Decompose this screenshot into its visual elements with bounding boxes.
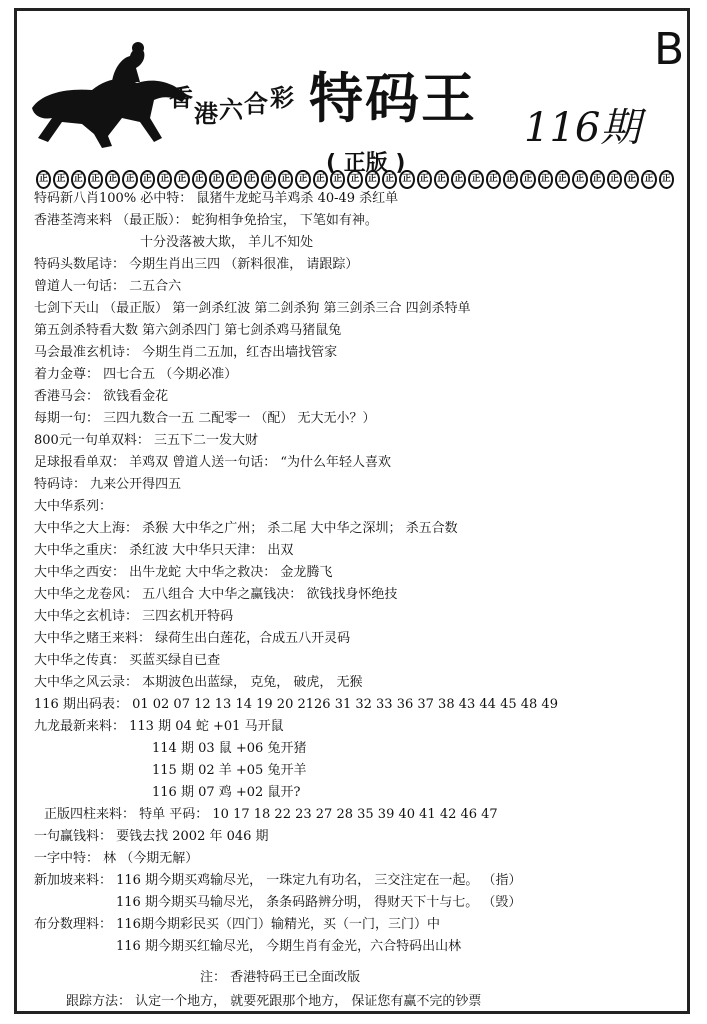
zheng-badge-icon: 正 [503, 170, 518, 189]
zheng-badge-icon: 正 [468, 170, 483, 189]
zheng-badge-icon: 正 [520, 170, 535, 189]
zheng-badge-icon: 正 [538, 170, 553, 189]
zheng-badge-icon: 正 [607, 170, 622, 189]
zheng-badge-icon: 正 [313, 170, 328, 189]
text-line: 每期一句： 三四九数合一五 二配零一 （配） 无大无小？） [34, 411, 376, 426]
zheng-badge-icon: 正 [295, 170, 310, 189]
text-line: 116 期 07 鸡 +02 鼠开? [152, 785, 301, 800]
text-line: 大中华之传真： 买蓝买绿自已查 [34, 653, 221, 668]
text-line: 第五剑杀特看大数 第六剑杀四门 第七剑杀鸡马猪鼠兔 [34, 323, 342, 338]
zheng-badge-icon: 正 [590, 170, 605, 189]
text-line: 特码头数尾诗： 今期生肖出三四 （新料很准， 请跟踪） [34, 257, 359, 272]
zheng-badge-icon: 正 [105, 170, 120, 189]
text-line: 香港马会： 欲钱看金花 [34, 389, 169, 404]
text-line: 115 期 02 羊 +05 兔开羊 [152, 763, 307, 778]
text-line: 九龙最新来料： 113 期 04 蛇 +01 马开鼠 [34, 719, 284, 734]
text-line: 特码诗： 九来公开得四五 [34, 477, 182, 492]
zheng-badge-icon: 正 [417, 170, 432, 189]
zheng-badge-icon: 正 [174, 170, 189, 189]
text-line: 十分没落被大欺， 羊儿不知处 [140, 235, 314, 250]
text-line: 大中华系列： [34, 499, 113, 514]
text-line: 114 期 03 鼠 +06 兔开猪 [152, 741, 307, 756]
text-line: 一句赢钱料： 要钱去找 2002 年 046 期 [34, 829, 269, 844]
zheng-badge-icon: 正 [278, 170, 293, 189]
text-line: 大中华之玄机诗： 三四玄机开特码 [34, 609, 234, 624]
text-line: 马会最准玄机诗： 今期生肖二五加，红杏出墙找管家 [34, 345, 338, 360]
zheng-badge-icon: 正 [53, 170, 68, 189]
title-char: 合 [244, 90, 268, 118]
text-line: 曾道人一句话： 二五合六 [34, 279, 182, 294]
zheng-badge-icon: 正 [192, 170, 207, 189]
zheng-badge-icon: 正 [122, 170, 137, 189]
zheng-badge-icon: 正 [382, 170, 397, 189]
text-line: 800元一句单双料： 三五下二一发大财 [34, 433, 258, 448]
zheng-badge-icon: 正 [434, 170, 449, 189]
zheng-badge-icon: 正 [140, 170, 155, 189]
text-line: 七剑下天山 （最正版） 第一剑杀红波 第二剑杀狗 第三剑杀三合 四剑杀特单 [34, 301, 471, 316]
title-char: 港 [194, 100, 218, 128]
text-line: 大中华之龙卷风： 五八组合 大中华之赢钱决： 欲钱找身怀绝技 [34, 587, 398, 602]
zheng-badge-icon: 正 [88, 170, 103, 189]
zheng-badge-icon: 正 [641, 170, 656, 189]
title-char: 彩 [270, 84, 294, 112]
corner-letter: B [654, 24, 685, 75]
zheng-badge-icon: 正 [36, 170, 51, 189]
text-line: 正版四柱来料： 特单 平码： 10 17 18 22 23 27 28 35 39 40 41 42 46 47 [44, 807, 498, 822]
text-line: 116 期今期买红输尽光， 今期生肖有金光，六合特码出山林 [116, 939, 462, 954]
footer-note: 注： 香港特码王已全面改版 [200, 970, 361, 985]
zheng-badge-icon: 正 [572, 170, 587, 189]
zheng-badge-icon: 正 [399, 170, 414, 189]
title-char: 六 [219, 96, 243, 124]
text-line: 足球报看单双： 羊鸡双 曾道人送一句话： “为什么年轻人喜欢 [34, 455, 392, 470]
badge-row [36, 170, 676, 190]
zheng-badge-icon: 正 [244, 170, 259, 189]
title-char: 香 [169, 84, 193, 112]
zheng-badge-icon: 正 [624, 170, 639, 189]
text-line: 特码新八肖100% 必中特： 鼠猪牛龙蛇马羊鸡杀 40-49 杀红单 [34, 191, 399, 206]
text-line: 大中华之重庆： 杀红波 大中华只天津： 出双 [34, 543, 294, 558]
text-line: 大中华之大上海： 杀猴 大中华之广州； 杀二尾 大中华之深圳； 杀五合数 [34, 521, 458, 536]
header [14, 8, 690, 176]
zheng-badge-icon: 正 [659, 170, 674, 189]
footer-method: 跟踪方法： 认定一个地方， 就要死跟那个地方， 保证您有赢不完的钞票 [66, 994, 482, 1009]
zheng-badge-icon: 正 [486, 170, 501, 189]
text-line: 布分数理料： 116期今期彩民买（四门）输精光，买（一门，三门）中 [34, 917, 440, 932]
text-line: 香港荃湾来料 （最正版）： 蛇狗相争免拾宝， 下笔如有神。 [34, 213, 378, 228]
text-line: 大中华之西安： 出牛龙蛇 大中华之救决： 金龙腾飞 [34, 565, 333, 580]
edition-label: ( 正版 ) [326, 151, 406, 176]
text-line: 116 期今期买马输尽光， 条条码路辨分明， 得财天下十与七。 （毁） [116, 895, 522, 910]
zheng-badge-icon: 正 [71, 170, 86, 189]
zheng-badge-icon: 正 [226, 170, 241, 189]
zheng-badge-icon: 正 [157, 170, 172, 189]
zheng-badge-icon: 正 [209, 170, 224, 189]
zheng-badge-icon: 正 [347, 170, 362, 189]
text-line: 新加坡来料： 116 期今期买鸡输尽光， 一珠定九有功名， 三交注定在一起。 （指） [34, 873, 522, 888]
zheng-badge-icon: 正 [330, 170, 345, 189]
zheng-badge-icon: 正 [451, 170, 466, 189]
text-line: 大中华之风云录： 本期波色出蓝绿， 克兔， 破虎， 无猴 [34, 675, 363, 690]
zheng-badge-icon: 正 [365, 170, 380, 189]
zheng-badge-icon: 正 [261, 170, 276, 189]
text-line: 一字中特： 林 （今期无解） [34, 851, 199, 866]
main-title: 特码王 [309, 67, 477, 130]
text-line: 116 期出码表： 01 02 07 12 13 14 19 20 2126 31 32 33 36 37 38 43 44 45 48 49 [34, 697, 558, 712]
zheng-badge-icon: 正 [555, 170, 570, 189]
text-line: 大中华之赌王来料： 绿荷生出白莲花，合成五八开灵码 [34, 631, 351, 646]
text-line: 着力金尊： 四七合五 （今期必准） [34, 367, 238, 382]
issue-number: 116期 [524, 105, 641, 151]
